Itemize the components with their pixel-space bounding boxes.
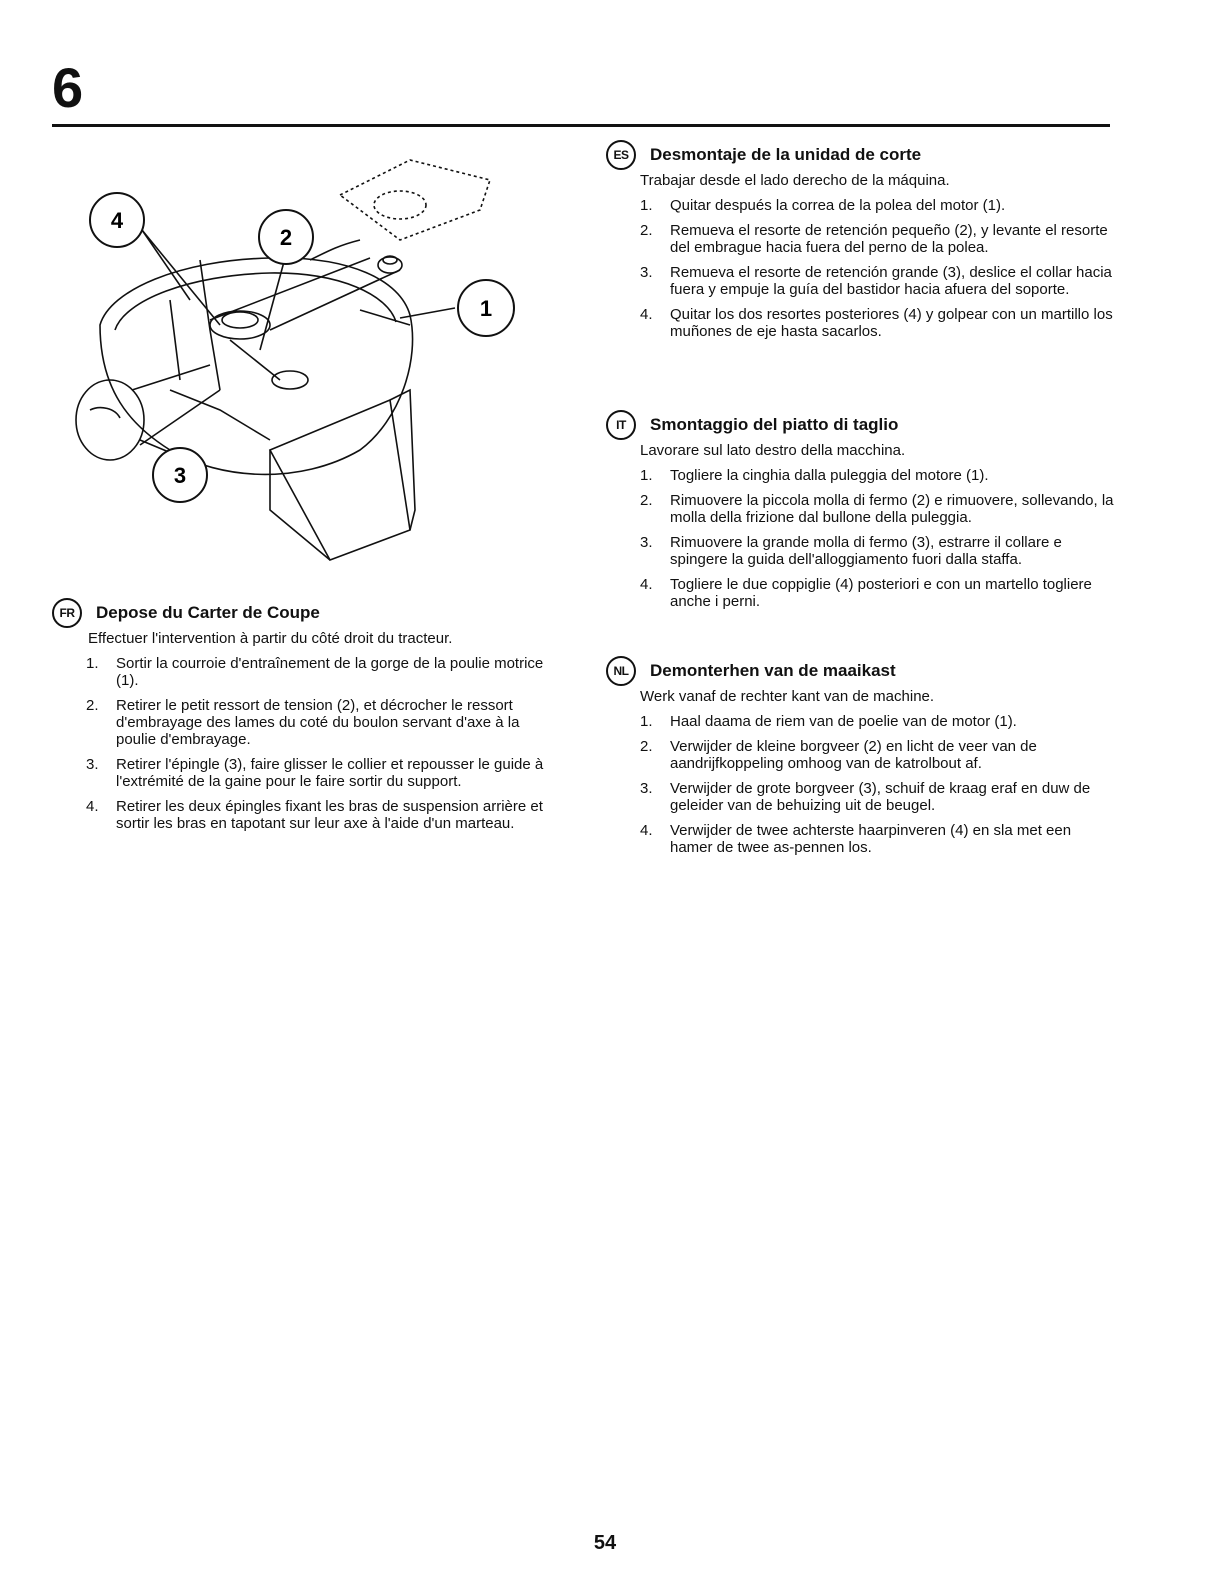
callout-1 [458, 280, 514, 336]
language-badge-nl: NL [606, 656, 636, 686]
section-title: Smontaggio del piatto di taglio [650, 415, 899, 434]
list-item: 1. Sortir la courroie d'entraînement de la gorge de la poulie motrice (1). [86, 655, 544, 689]
steps-list [606, 713, 1116, 856]
section-intro: Lavorare sul lato destro della macchina. [640, 442, 906, 459]
language-badge-es: ES [606, 140, 636, 170]
svg-text:1: 1 [479, 296, 493, 321]
list-item: 2. Rimuovere la piccola molla di fermo (2) e rimuovere, sollevando, la molla della frizione dal bullone della puleggia. [640, 492, 1114, 526]
steps-list [606, 197, 1116, 340]
section-title: Demonterhen van de maaikast [650, 661, 896, 680]
callout-3 [153, 448, 207, 502]
section-nl [606, 656, 1116, 864]
header-rule [52, 124, 1110, 127]
section-it [606, 410, 1116, 618]
list-item: 4. Quitar los dos resortes posteriores (4) y golpear con un martillo los muñones de eje hasta sacarlos. [640, 306, 1113, 340]
mower-deck-illustration [70, 150, 530, 580]
svg-text:2: 2 [279, 225, 293, 250]
list-item: 1. Quitar después la correa de la polea del motor (1). [640, 197, 1006, 214]
section-es [606, 140, 1116, 348]
page-number: 54 [593, 1532, 617, 1554]
chapter-number: 6 [52, 56, 84, 119]
svg-text:4: 4 [110, 208, 124, 233]
steps-list [52, 655, 562, 832]
list-item: 3. Retirer l'épingle (3), faire glisser le collier et repousser le guide à l'extrémité de la gaine pour le faire sortir du support. [86, 756, 544, 790]
section-intro: Effectuer l'intervention à partir du côté droit du tracteur. [88, 630, 453, 647]
section-title: Desmontaje de la unidad de corte [650, 145, 922, 164]
list-item: 2. Verwijder de kleine borgveer (2) en licht de veer van de aandrijfkoppeling omhoog van de katrolbout af. [640, 738, 1037, 772]
list-item: 1. Togliere la cinghia dalla puleggia del motore (1). [640, 467, 989, 484]
section-intro: Trabajar desde el lado derecho de la máquina. [640, 172, 950, 189]
list-item: 3. Verwijder de grote borgveer (3), schuif de kraag eraf en duw de geleider van de behuizing uit de beugel. [640, 780, 1091, 814]
section-intro: Werk vanaf de rechter kant van de machine. [640, 688, 935, 705]
list-item: 3. Remueva el resorte de retención grande (3), deslice el collar hacia fuera y empuje la guía del bastidor hacia afuera del soporte. [640, 264, 1112, 298]
language-badge-fr: FR [52, 598, 82, 628]
callout-2 [259, 210, 313, 264]
list-item: 4. Verwijder de twee achterste haarpinveren (4) en sla met een hamer de twee as-pennen los. [640, 822, 1072, 856]
list-item: 4. Togliere le due coppiglie (4) posteriori e con un martello togliere anche i perni. [640, 576, 1092, 610]
list-item: 2. Remueva el resorte de retención pequeño (2), y levante el resorte del embrague hacia fuera del perno de la polea. [640, 222, 1108, 256]
list-item: 2. Retirer le petit ressort de tension (2), et décrocher le ressort d'embrayage des lames du coté du boulon servant d'axe à la poulie d'embrayage. [86, 697, 520, 748]
list-item: 3. Rimuovere la grande molla di fermo (3), estrarre il collare e spingere la guida dell'alloggiamento fuori dalla staffa. [640, 534, 1062, 568]
svg-text:3: 3 [173, 463, 187, 488]
section-title: Depose du Carter de Coupe [96, 603, 320, 622]
list-item: 4. Retirer les deux épingles fixant les bras de suspension arrière et sortir les bras en tapotant sur leur axe à l'aide d'un marteau. [86, 798, 543, 832]
callout-4 [90, 193, 144, 247]
steps-list [606, 467, 1116, 610]
section-fr [52, 598, 562, 840]
language-badge-it: IT [606, 410, 636, 440]
list-item: 1. Haal daama de riem van de poelie van de motor (1). [640, 713, 1017, 730]
